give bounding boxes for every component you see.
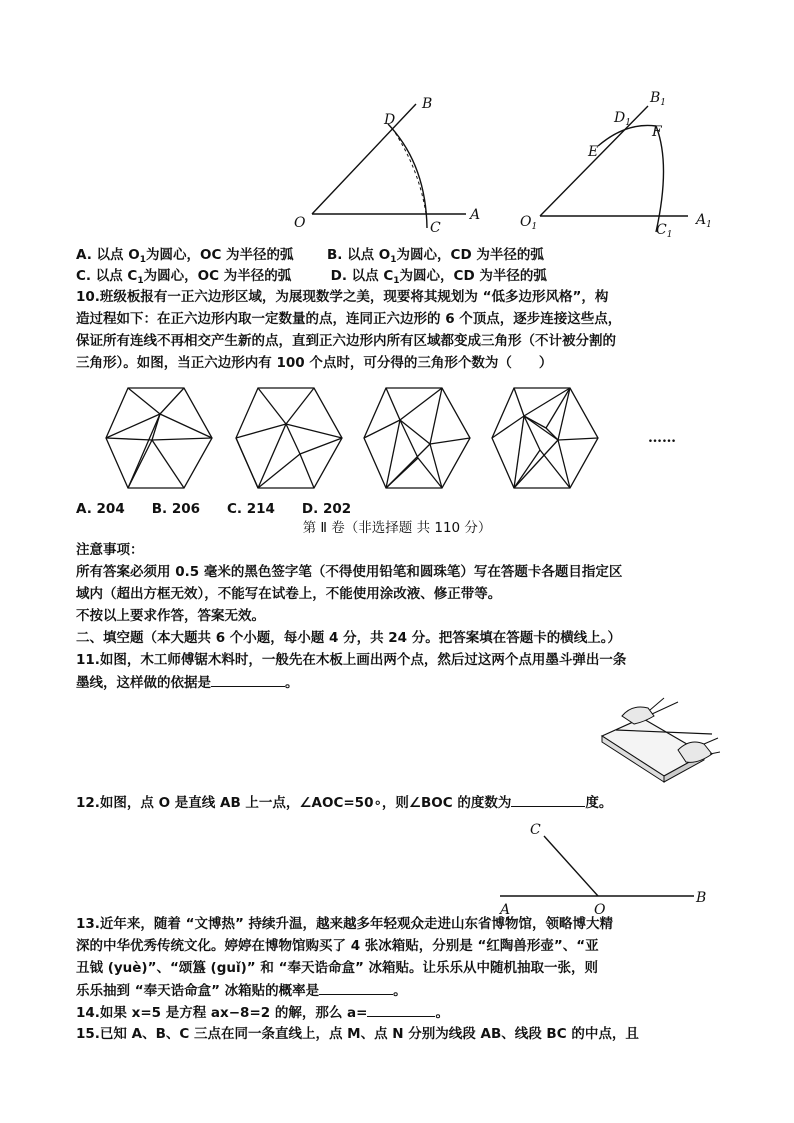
label-d1: $D_1$ [614, 110, 631, 128]
q13-answer-blank[interactable] [319, 980, 393, 995]
label-o: O [594, 902, 606, 918]
label-c: C [430, 220, 441, 236]
fill-in-title: 二、填空题（本大题共 6 个小题，每小题 4 分，共 24 分。把答案填在答题卡的横线上。） [76, 630, 622, 646]
label-a: A [500, 902, 511, 918]
q10-line1: 10.班级板报有一正六边形区域，为展现数学之美，现要将其规划为 “低多边形风格”，构 [76, 289, 609, 305]
q12-figure [490, 816, 716, 918]
q11-carpenter-illustration [594, 694, 720, 784]
notice-title: 注意事项： [76, 542, 144, 558]
q11-answer-blank[interactable] [211, 672, 285, 687]
q14-answer-blank[interactable] [367, 1002, 435, 1017]
hexagon-ellipsis: …… [648, 430, 676, 446]
q13-line4: 乐乐抽到 “奉天诰命盒” 冰箱贴的概率是 。 [76, 980, 407, 1002]
ray-oc [544, 836, 598, 896]
label-a: A [470, 207, 481, 223]
label-d: D [384, 112, 396, 128]
q12-text: 12.如图，点 O 是直线 AB 上一点，∠AOC=50∘，则∠BOC 的度数为 度。 [76, 792, 612, 814]
chord-dc [392, 128, 426, 214]
label-b: B [422, 96, 433, 112]
q10-line3: 保证所有连线不再相交产生新的点，直到正六边形内所有区域都变成三角形（不计被分割的 [76, 333, 616, 349]
q9-option-c: C. 以点 $C_1$为圆心，OC 为半径的弧 [76, 268, 292, 286]
label-o1: $O_1$ [520, 214, 538, 232]
q14-text: 14.如果 x=5 是方程 ax−8=2 的解，那么 a= 。 [76, 1002, 449, 1024]
notice-line3: 不按以上要求作答，答案无效。 [76, 608, 265, 624]
notice-line2: 域内（超出方框无效），不能写在试卷上，不能使用涂改液、修正带等。 [76, 586, 502, 602]
label-e: E [588, 144, 599, 160]
label-a1: $A_1$ [696, 212, 712, 230]
ray-o1b1 [540, 106, 648, 216]
notice-line1: 所有答案必须用 0.5 毫米的黑色签字笔（不得使用铅笔和圆珠笔）写在答题卡各题目指定区 [76, 564, 623, 580]
q10-options: A. 204 B. 206 C. 214 D. 202 [76, 501, 352, 517]
ray-ob [312, 104, 416, 214]
hexagon-1 [106, 388, 212, 488]
hexagon-2 [236, 388, 342, 488]
q9-figure-left [286, 86, 496, 238]
label-b: B [696, 890, 707, 906]
q12-answer-blank[interactable] [511, 792, 585, 807]
q13-line3: 丑钺 (yuè)”、“颂簋 (guǐ)” 和 “奉天诰命盒” 冰箱贴。让乐乐从中随机抽取一张，则 [76, 960, 599, 976]
q13-line2: 深的中华优秀传统文化。婷婷在博物馆购买了 4 张冰箱贴，分别是 “红陶兽形壶”、“亚 [76, 938, 599, 954]
hexagon-3 [364, 388, 470, 488]
q10-line4: 三角形）。如图，当正六边形内有 100 个点时，可分得的三角形个数为（ ） [76, 355, 553, 371]
q10-line2: 造过程如下：在正六边形内取一定数量的点，连同正六边形的 6 个顶点，逐步连接这些点， [76, 311, 622, 327]
q9-figure-right [516, 84, 726, 240]
q13-line1: 13.近年来，随着 “文博热” 持续升温，越来越多年轻观众走进山东省博物馆，领略博大精 [76, 916, 614, 932]
label-c: C [530, 822, 541, 838]
label-f: F [652, 124, 662, 140]
label-c1: $C_1$ [656, 222, 673, 240]
hexagon-4 [492, 388, 598, 488]
q11-line2: 墨线，这样做的依据是 。 [76, 672, 299, 694]
q11-line1: 11.如图，木工师傅锯木料时，一般先在木板上画出两个点，然后过这两个点用墨斗弹出一条 [76, 652, 627, 668]
label-o: O [294, 215, 306, 231]
q10-hexagon-figures [100, 384, 700, 494]
q9-option-b: B. 以点 $O_1$为圆心，CD 为半径的弧 [326, 247, 544, 265]
q9-option-d: D. 以点 $C_1$为圆心，CD 为半径的弧 [330, 268, 547, 286]
q9-option-a: A. 以点 $O_1$为圆心，OC 为半径的弧 [76, 247, 294, 265]
section2-title: 第 Ⅱ 卷（非选择题 共 110 分） [302, 520, 492, 536]
q15-text: 15.已知 A、B、C 三点在同一条直线上，点 M、点 N 分别为线段 AB、线段 BC 的中点，且 [76, 1026, 639, 1042]
label-b1: $B_1$ [650, 90, 667, 108]
arc-cd [388, 124, 427, 228]
